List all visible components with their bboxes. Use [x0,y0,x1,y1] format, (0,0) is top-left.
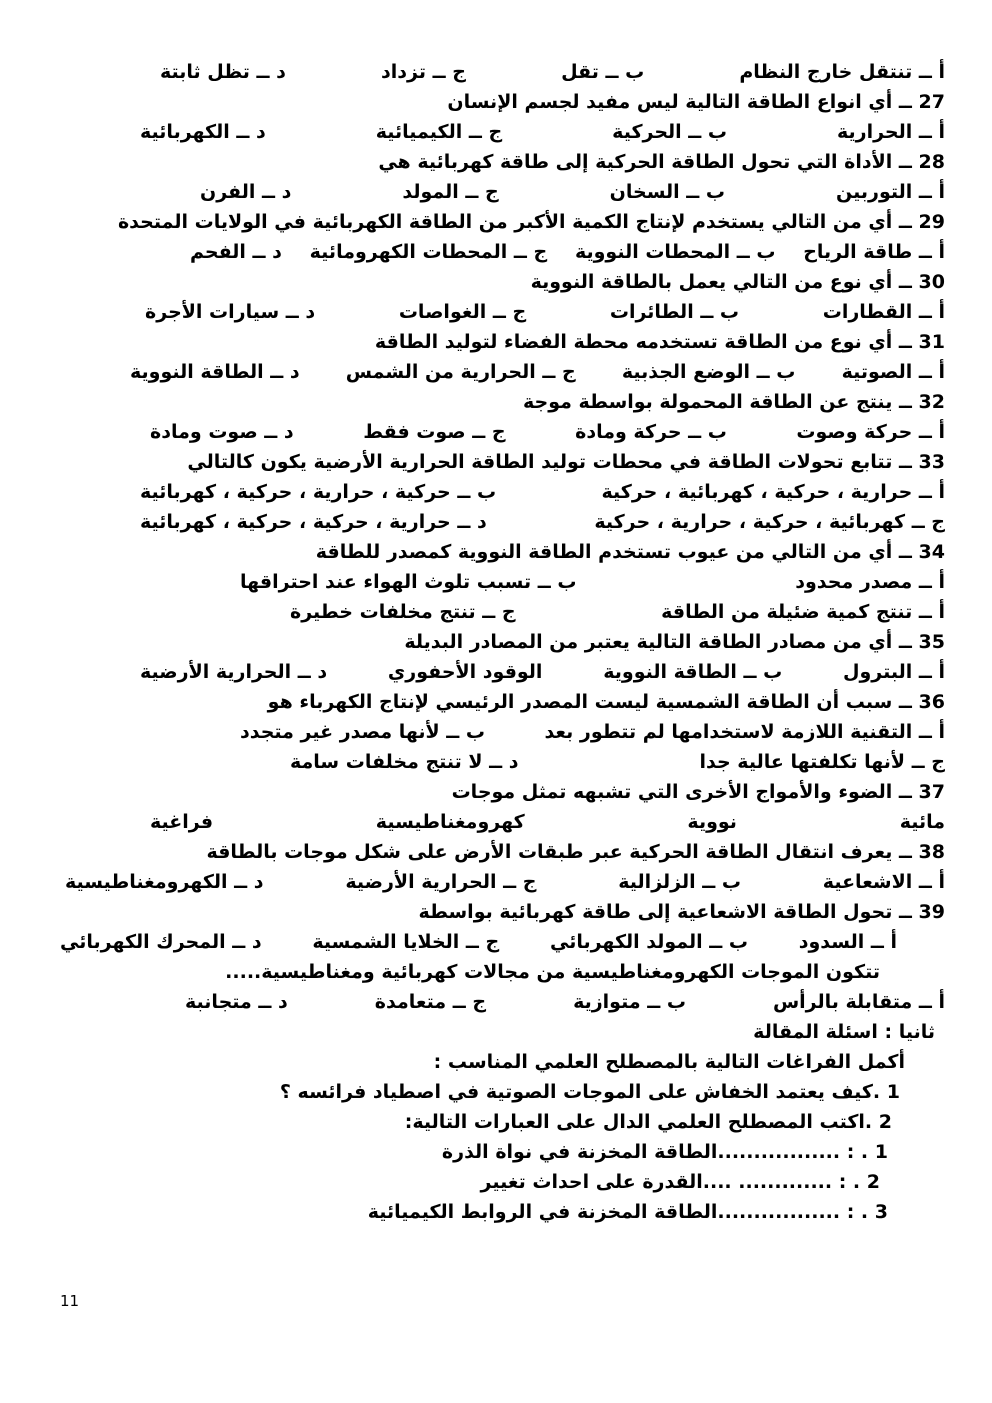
option-item: ج ــ تنتج مخلفات خطيرة [290,601,516,623]
line-text: تتكون الموجات الكهرومغناطيسية من مجالات كهربائية ومغناطيسية..... [225,961,880,983]
option-item: ب ــ المحطات النووية [574,241,776,263]
answer-options-row [0,297,992,327]
option-item: ب ــ متوازية [573,991,686,1013]
option-item: أ ــ البترول [842,661,945,683]
text-line [0,1017,992,1047]
answer-options-row [0,927,992,957]
question-line [0,1077,992,1107]
option-item: ج ــ كهربائية ، حركية ، حرارية ، حركية [594,511,945,533]
option-item: أ ــ السدود [798,931,897,953]
line-text: 31 ــ أي نوع من الطاقة تستخدمه محطة الفضاء لتوليد الطاقة [374,331,945,353]
option-item: أ ــ التقنية اللازمة لاستخدامها لم تتطور بعد [544,721,945,743]
option-item: ج ــ الحرارية الأرضية [345,871,537,893]
line-text: 30 ــ أي نوع من التالي يعمل بالطاقة النووية [530,271,945,293]
option-item: ب ــ المولد الكهربائي [549,931,748,953]
option-item: ج ــ الكيميائية [375,121,503,143]
line-text: 35 ــ أي من مصادر الطاقة التالية يعتبر من المصادر البديلة [404,631,945,653]
option-item: ج ــ متعامدة [374,991,487,1013]
question-line [0,1167,992,1197]
option-item: د ــ الفحم [190,241,282,263]
option-item: ب ــ تقل [561,61,645,83]
line-text: ثانيا : اسئلة المقالة [753,1021,935,1043]
line-text: 1 .كيف يعتمد الخفاش على الموجات الصوتية في اصطياد فرائسه ؟ [279,1081,900,1103]
page-number: 11 [60,1292,80,1310]
question-line [0,1107,992,1137]
option-item: ج ــ صوت فقط [363,421,506,443]
line-text: 1 . : .................الطاقة المخزنة في نواة الذرة [441,1141,888,1163]
option-item: ج ــ الحرارية من الشمس [345,361,576,383]
question-line [0,327,992,357]
question-line [0,687,992,717]
option-item: فراغية [150,811,214,833]
line-text: 32 ــ ينتج عن الطاقة المحمولة بواسطة موجة [523,391,945,413]
option-item: ب ــ لأنها مصدر غير متجدد [240,721,486,743]
question-line [0,267,992,297]
answer-options-row [0,117,992,147]
exam-content [0,57,992,1227]
option-item: أ ــ الصوتية [841,361,945,383]
option-item: أ ــ تنتج كمية ضئيلة من الطاقة [661,601,945,623]
option-item: ج ــ تزداد [381,61,466,83]
option-item: د ــ الطاقة النووية [130,361,300,383]
option-item: د ــ متجانبة [185,991,288,1013]
line-text: 28 ــ الأداة التي تحول الطاقة الحركية إلى طاقة كهربائية هي [378,151,945,173]
answer-options-row [0,747,992,777]
question-line [0,147,992,177]
question-line [0,837,992,867]
question-line [0,1197,992,1227]
option-item: د ــ لا تنتج مخلفات سامة [290,751,519,773]
option-item: ب ــ السخان [609,181,726,203]
line-text: 2 .اكتب المصطلح العلمي الدال على العبارات التالية: [404,1111,892,1133]
option-item: مائية [899,811,945,833]
line-text: 37 ــ الضوء والأمواج الأخرى التي تشبهه تمثل موجات [451,781,945,803]
line-text: 34 ــ أي من التالي من عيوب تستخدم الطاقة النووية كمصدر للطاقة [315,541,945,563]
option-item: ج ــ المولد [402,181,499,203]
option-item: د ــ الحرارية الأرضية [140,661,328,683]
answer-options-row [0,987,992,1017]
option-item: ج ــ الخلايا الشمسية [312,931,500,953]
line-text: 33 ــ تتابع تحولات الطاقة في محطات توليد الطاقة الحرارية الأرضية يكون كالتالي [187,451,945,473]
answer-options-row [0,177,992,207]
option-item: ب ــ الزلزالية [618,871,741,893]
answer-options-row [0,657,992,687]
line-text: أكمل الفراغات التالية بالمصطلح العلمي المناسب : [433,1051,905,1073]
answer-options-row [0,57,992,87]
option-item: أ ــ القطارات [822,301,945,323]
option-item: نووية [687,811,737,833]
option-item: ب ــ الطائرات [609,301,740,323]
option-item: ج ــ الغواصات [398,301,527,323]
answer-options-row [0,507,992,537]
option-item: كهرومغناطيسية [375,811,525,833]
option-item: أ ــ التوربين [836,181,945,203]
line-text: 36 ــ سبب أن الطاقة الشمسية ليست المصدر الرئيسي لإنتاج الكهرباء هو [267,691,945,713]
option-item: ج ــ المحطات الكهرومائية [309,241,548,263]
option-item: د ــ الفرن [200,181,292,203]
option-item: د ــ الكهربائية [140,121,266,143]
option-item: أ ــ الحرارية [837,121,945,143]
option-item: ب ــ حركة ومادة [575,421,727,443]
answer-options-row [0,597,992,627]
option-item: أ ــ مصدر محدود [795,571,945,593]
text-line [0,957,992,987]
answer-options-row [0,237,992,267]
question-line [0,387,992,417]
option-item: د ــ الكهرومغناطيسية [65,871,264,893]
option-item: أ ــ الاشعاعية [822,871,945,893]
question-line [0,627,992,657]
option-item: أ ــ تنتقل خارج النظام [739,61,945,83]
answer-options-row [0,807,992,837]
option-item: د ــ حرارية ، حركية ، حركية ، كهربائية [140,511,487,533]
option-item: أ ــ حرارية ، حركية ، كهربائية ، حركية [601,481,945,503]
line-text: 39 ــ تحول الطاقة الاشعاعية إلى طاقة كهربائية بواسطة [418,901,945,923]
option-item: ب ــ تسبب تلوث الهواء عند احتراقها [240,571,577,593]
option-item: ب ــ الطاقة النووية [603,661,783,683]
option-item: ب ــ حركية ، حرارية ، حركية ، كهربائية [140,481,497,503]
answer-options-row [0,477,992,507]
option-item: الوقود الأحفوري [387,661,543,683]
line-text: 29 ــ أي من التالي يستخدم لإنتاج الكمية الأكبر من الطاقة الكهربائية في الولايات المتحدة [117,211,945,233]
question-line [0,777,992,807]
option-item: د ــ سيارات الأجرة [145,301,316,323]
answer-options-row [0,567,992,597]
answer-options-row [0,717,992,747]
line-text: 2 . : ............. ....القدرة على احداث تغيير [480,1171,880,1193]
option-item: ج ــ لأنها تكلفتها عالية جدا [699,751,945,773]
question-line [0,897,992,927]
text-line [0,1047,992,1077]
option-item: أ ــ متقابلة بالرأس [772,991,945,1013]
answer-options-row [0,357,992,387]
option-item: ب ــ الوضع الجذبية [621,361,796,383]
option-item: أ ــ حركة وصوت [796,421,945,443]
option-item: أ ــ طاقة الرياح [803,241,945,263]
option-item: د ــ تظل ثابتة [160,61,286,83]
question-line [0,1137,992,1167]
line-text: 38 ــ يعرف انتقال الطاقة الحركية عبر طبقات الأرض على شكل موجات بالطاقة [206,841,945,863]
question-line [0,537,992,567]
question-line [0,87,992,117]
line-text: 27 ــ أي انواع الطاقة التالية ليس مفيد لجسم الإنسان [447,91,945,113]
option-item: ب ــ الحركية [612,121,727,143]
question-line [0,447,992,477]
line-text: 3 . : .................الطاقة المخزنة في الروابط الكيميائية [367,1201,888,1223]
answer-options-row [0,417,992,447]
option-item: د ــ المحرك الكهربائي [60,931,262,953]
option-item: د ــ صوت ومادة [150,421,294,443]
answer-options-row [0,867,992,897]
question-line [0,207,992,237]
